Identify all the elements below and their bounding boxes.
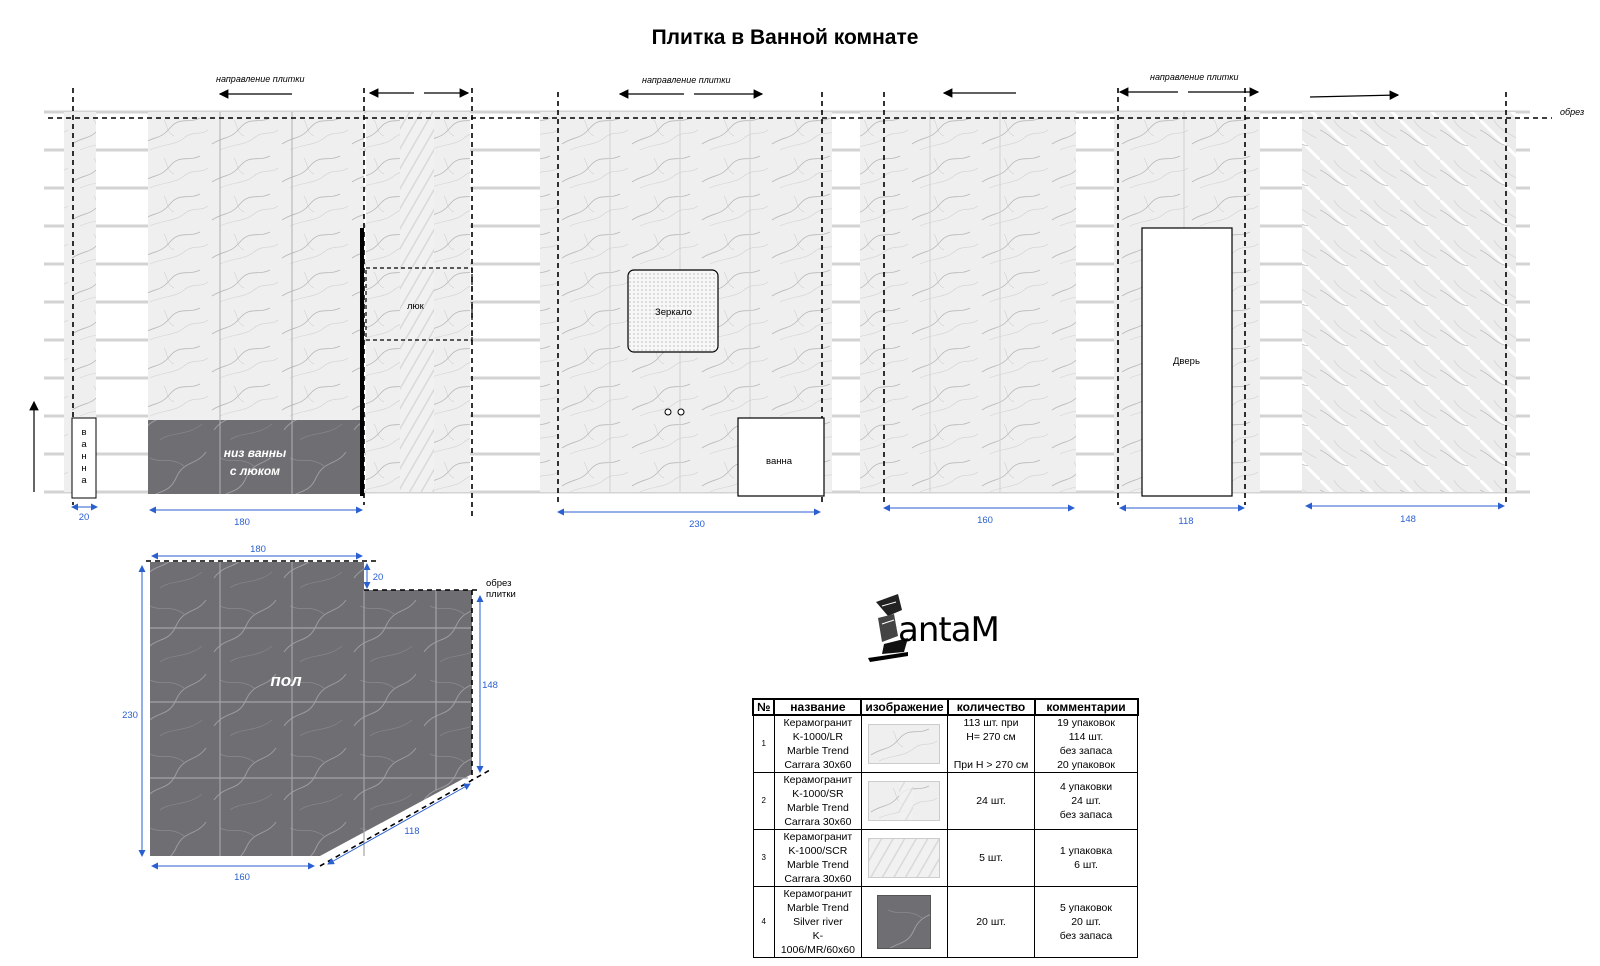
mirror-label: Зеркало <box>655 307 692 318</box>
table-row <box>753 773 1138 830</box>
quantity: 113 шт. при Н= 270 см При Н > 270 см <box>948 715 1035 773</box>
dimension-value: 118 <box>404 826 420 837</box>
bath-vertical-label <box>81 427 87 486</box>
comment: 1 упаковка 6 шт. <box>1035 830 1138 887</box>
direction-label: направление плитки <box>642 75 731 85</box>
trim-tile-label: обрез <box>486 578 512 589</box>
product-name: Керамогранит K-1000/SR Marble Trend Carrara 30x60 <box>774 773 861 830</box>
row-number: 4 <box>753 887 774 958</box>
product-image <box>861 773 947 830</box>
column-header: комментарии <box>1035 699 1138 715</box>
trim-label: обрез <box>1560 107 1585 117</box>
outlet-icon <box>665 409 671 415</box>
dimension-value: 160 <box>234 872 250 883</box>
comment: 4 упаковки 24 шт. без запаса <box>1035 773 1138 830</box>
comment: 5 упаковок 20 шт. без запаса <box>1035 887 1138 958</box>
dimension-value: 160 <box>977 515 993 526</box>
table-row <box>753 715 1138 773</box>
floor-label: пол <box>270 671 302 690</box>
floor-plan <box>142 556 490 866</box>
outlet-icon <box>678 409 684 415</box>
floor-tiles <box>150 562 472 856</box>
dimension-value: 180 <box>234 517 250 528</box>
materials-table <box>752 698 1139 958</box>
under-bath-label: низ ванны <box>223 446 287 460</box>
dimension-value: 230 <box>122 710 138 721</box>
wall-5-tiles <box>860 112 1076 492</box>
table-header-row <box>753 699 1138 715</box>
svg-text:в: в <box>81 427 87 438</box>
bath-label: ванна <box>766 456 792 467</box>
quantity: 24 шт. <box>948 773 1035 830</box>
trim-tile-label: плитки <box>486 589 516 600</box>
product-name: Керамогранит K-1000/SCR Marble Trend Carrara 30x60 <box>774 830 861 887</box>
dimension-value: 230 <box>689 519 705 530</box>
table-row <box>753 830 1138 887</box>
wall-2-tiles <box>148 112 364 420</box>
svg-text:н: н <box>81 451 87 462</box>
light-marble-swatch <box>868 724 940 764</box>
product-image <box>861 715 947 773</box>
wall-7-diagonal-tiles <box>1302 112 1516 492</box>
svg-text:а: а <box>81 475 87 486</box>
product-name: Керамогранит K-1000/LR Marble Trend Carrara 30x60 <box>774 715 861 773</box>
column-header: изображение <box>861 699 947 715</box>
quantity: 20 шт. <box>948 887 1035 958</box>
dimension-value: 180 <box>250 544 266 555</box>
direction-label: направление плитки <box>1150 72 1239 82</box>
hatch-label: люк <box>407 301 424 312</box>
quantity: 5 шт. <box>948 830 1035 887</box>
column-header: количество <box>948 699 1035 715</box>
stripe-marble-swatch <box>868 781 940 821</box>
dimension-value: 148 <box>1400 514 1416 525</box>
svg-text:н: н <box>81 463 87 474</box>
company-logo <box>868 592 1038 664</box>
product-image <box>861 830 947 887</box>
page-title: Плитка в Ванной комнате <box>651 26 919 49</box>
table-row <box>753 887 1138 958</box>
diagonal-marble-swatch <box>868 838 940 878</box>
under-bath-label: с люком <box>229 464 281 478</box>
svg-text:а: а <box>81 439 87 450</box>
dimension-value: 20 <box>78 512 90 523</box>
column-header: № <box>753 699 774 715</box>
logo-text: antaM <box>898 610 999 650</box>
direction-label: направление плитки <box>216 74 305 84</box>
wall-dimension-lines <box>72 506 1504 512</box>
comment: 19 упаковок 114 шт. без запаса 20 упаковок <box>1035 715 1138 773</box>
dark-marble-swatch <box>877 895 931 949</box>
row-number: 2 <box>753 773 774 830</box>
product-image <box>861 887 947 958</box>
dimension-value: 20 <box>372 572 384 583</box>
row-number: 1 <box>753 715 774 773</box>
product-name: Керамогранит Marble Trend Silver river K-1006/MR/60x60 <box>774 887 861 958</box>
column-header: название <box>774 699 861 715</box>
door-label: Дверь <box>1173 356 1200 367</box>
dimension-value: 118 <box>1178 516 1194 527</box>
dimension-value: 148 <box>482 680 498 691</box>
row-number: 3 <box>753 830 774 887</box>
